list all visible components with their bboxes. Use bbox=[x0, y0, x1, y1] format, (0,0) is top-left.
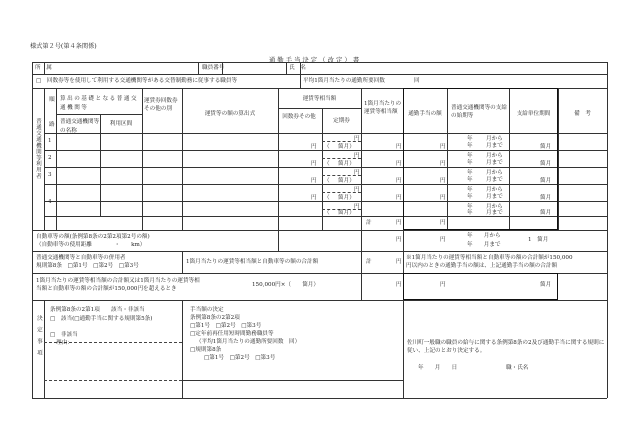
from-month: 月から bbox=[486, 204, 503, 210]
car-one-month: 1 箇月 bbox=[528, 237, 549, 243]
name-label: 氏 名 bbox=[289, 65, 306, 71]
yen-unit: 円 bbox=[311, 178, 317, 184]
yen-unit: 円 bbox=[396, 220, 402, 226]
avg-trips-label: 平均1箇月当たりの通勤所要回数 bbox=[303, 78, 385, 84]
page-title: 通勤手当決定（改定）書 bbox=[268, 56, 362, 64]
year: 年 bbox=[467, 136, 473, 142]
decision-c1: 佐川町一般職の職員の給与に関する条例第8条の2及び通勤手当に関する規則に bbox=[407, 340, 605, 346]
employee-no-label: 職員番号 bbox=[202, 65, 225, 71]
decision-b7[interactable]: □第1号 □第2号 □第3号 bbox=[204, 355, 276, 361]
paren: （ bbox=[324, 210, 330, 216]
both-line1: 普通交通機関等と自動車等の併用者 bbox=[36, 255, 126, 261]
from-month: 月から bbox=[486, 153, 503, 159]
car-line1: 自動車等の額(条例第8条の2第2項第2号の額) bbox=[36, 234, 150, 240]
col-monthly: 1箇月当たりの運賃等相当額 bbox=[364, 101, 402, 116]
month: 箇月 bbox=[540, 178, 552, 184]
decision-signatory: 職・氏名 bbox=[506, 365, 529, 371]
col-unit-period: 支給単位期間 bbox=[516, 111, 551, 117]
month: 箇月 bbox=[540, 144, 552, 150]
both-mid: 1箇月当たりの運賃等相当額と自動車等の額の合計額 bbox=[186, 259, 319, 265]
col-order-2: 路 bbox=[47, 121, 54, 128]
yen-unit: 円 bbox=[440, 144, 446, 150]
yen-unit: 円 bbox=[440, 282, 446, 288]
month: 箇月 bbox=[540, 210, 552, 216]
yen-unit: 円 bbox=[396, 144, 402, 150]
to-month: 月まで bbox=[486, 210, 503, 216]
col-period: 普通交通機関等の支給の始期等 bbox=[451, 105, 507, 120]
highlight-box-excess bbox=[403, 273, 558, 300]
to-month: 月まで bbox=[486, 143, 503, 149]
both-note1: ※1箇月当たりの運賃等相当額と自動車等の額の合計額が150,000 bbox=[406, 255, 573, 261]
decision-b3[interactable]: □第1号 □第2号 □第3号 bbox=[190, 323, 262, 329]
both-line2[interactable]: 規則第8条 □第1号 □第2号 □第3号 bbox=[36, 263, 139, 269]
paren: （ bbox=[324, 178, 330, 184]
yen-unit: 円 bbox=[396, 237, 402, 243]
year: 年 bbox=[467, 170, 473, 176]
month-paren: 箇月） bbox=[338, 178, 355, 184]
col-commuter: 定期券 bbox=[333, 118, 350, 124]
col-section: 利用区間 bbox=[109, 121, 133, 127]
decision-b5: （平均1箇月当たりの通勤所要回数 回） bbox=[196, 339, 301, 345]
row-no: 4 bbox=[48, 199, 52, 205]
yen-unit: 円 bbox=[396, 161, 402, 167]
decision-side: 決定事項 bbox=[35, 315, 42, 362]
to-month: 月まで bbox=[486, 177, 503, 183]
yen-unit: 円 bbox=[440, 220, 446, 226]
month: 箇月 bbox=[540, 195, 552, 201]
row-no: 2 bbox=[48, 155, 52, 161]
shift-worker-checkbox[interactable]: □ 回数券等を使用して利用する交通機関等がある交替制勤務に従事する職員等 bbox=[36, 78, 238, 84]
month: 箇月 bbox=[540, 161, 552, 167]
decision-b6[interactable]: □規則第8条 bbox=[190, 347, 222, 353]
col-fare-amount: 運賃等相当額 bbox=[302, 96, 337, 102]
yen-unit: 円 bbox=[440, 178, 446, 184]
yen-unit: 円 bbox=[396, 195, 402, 201]
col-route-group: 算出の基礎となる普通交通機関等 bbox=[60, 96, 139, 111]
year: 年 bbox=[467, 210, 473, 216]
col-fare-calc: 運賃等の額の算出式 bbox=[204, 111, 256, 117]
excess-line1: 1箇月当たりの運賃等相当額の合計額又は1箇月当たりの運賃等相 bbox=[36, 278, 200, 284]
decision-b1: 手当額の決定 bbox=[190, 307, 224, 313]
year: 年 bbox=[467, 143, 473, 149]
side-label: 普通交通機関等利用者 bbox=[34, 118, 41, 179]
both-note2: 円以内のときの通勤手当の額は、上記通勤手当の額の合計額 bbox=[406, 263, 558, 269]
to-month: 月まで bbox=[486, 160, 503, 166]
decision-b2: 条例第8条の2第2項 bbox=[190, 315, 240, 321]
yen-unit: 円 bbox=[311, 195, 317, 201]
month: 箇月 bbox=[540, 282, 552, 288]
decision-c2: 従い、上記のとおり決定する。 bbox=[407, 348, 486, 354]
from-month: 月から bbox=[486, 187, 503, 193]
yen-unit: 円 bbox=[354, 136, 360, 142]
to-month: 月まで bbox=[486, 194, 503, 200]
yen-unit: 円 bbox=[354, 170, 360, 176]
yen-unit: 円 bbox=[311, 144, 317, 150]
year: 年 bbox=[467, 153, 473, 159]
car-to: 年 月まで bbox=[467, 242, 501, 248]
subtotal-label: 計 bbox=[366, 259, 372, 265]
yen-unit: 円 bbox=[354, 153, 360, 159]
form-number: 様式第２号(第４条関係) bbox=[30, 43, 97, 50]
year: 年 bbox=[467, 160, 473, 166]
yen-unit: 円 bbox=[396, 282, 402, 288]
year: 年 bbox=[467, 204, 473, 210]
decision-a2[interactable]: □ 該当(□通勤手当に関する規則第5条) bbox=[50, 316, 153, 322]
yen-unit: 円 bbox=[354, 204, 360, 210]
decision-a1[interactable]: 条例第8条の2第1項 該当・非該当 bbox=[50, 307, 145, 313]
yen-unit: 円 bbox=[396, 178, 402, 184]
subtotal-label: 計 bbox=[366, 220, 372, 226]
month-paren: 箇月） bbox=[338, 210, 355, 216]
col-coupon: 回数券その他 bbox=[282, 114, 316, 120]
col-allowance: 通勤手当の額 bbox=[408, 111, 442, 117]
year: 年 bbox=[467, 187, 473, 193]
month-paren: 箇月） bbox=[338, 161, 355, 167]
car-line2: （自動車等の使用距離 ・ km） bbox=[36, 242, 146, 248]
col-order: 順 bbox=[47, 96, 54, 103]
decision-a3[interactable]: □ 非該当 bbox=[50, 332, 78, 338]
col-remarks: 備 考 bbox=[574, 111, 591, 117]
row-no: 1 bbox=[48, 138, 52, 144]
year: 年 bbox=[467, 177, 473, 183]
col-org-name: 普通交通機関等の名称 bbox=[60, 119, 100, 134]
month-paren: 箇月） bbox=[338, 144, 355, 150]
decision-a4: 理由： bbox=[56, 340, 73, 346]
yen-unit: 円 bbox=[354, 187, 360, 193]
yen-unit: 円 bbox=[440, 161, 446, 167]
excess-line2: 当額と自動車等の額の合計額が150,000円を超えるとき bbox=[36, 286, 177, 292]
yen-unit: 円 bbox=[440, 237, 446, 243]
paren: （ bbox=[324, 161, 330, 167]
decision-b4[interactable]: □定年前再任用短時間勤務職員等 bbox=[190, 331, 274, 337]
month-paren: 箇月） bbox=[338, 195, 355, 201]
yen-unit: 円 bbox=[396, 259, 402, 265]
from-month: 月から bbox=[486, 136, 503, 142]
excess-formula: 150,000円×（ 箇月） bbox=[252, 282, 319, 288]
avg-trips-unit: 回 bbox=[414, 78, 420, 84]
yen-unit: 円 bbox=[440, 195, 446, 201]
paren: （ bbox=[324, 195, 330, 201]
from-month: 月から bbox=[486, 170, 503, 176]
yen-unit: 円 bbox=[311, 161, 317, 167]
year: 年 bbox=[467, 194, 473, 200]
paren: （ bbox=[324, 144, 330, 150]
car-from: 年 月から bbox=[467, 233, 501, 239]
decision-date: 年 月 日 bbox=[418, 365, 458, 371]
col-pass-type: 運賃券回数券その他の別 bbox=[144, 98, 178, 113]
affiliation-label: 所 属 bbox=[35, 65, 52, 71]
row-no: 3 bbox=[48, 172, 52, 178]
